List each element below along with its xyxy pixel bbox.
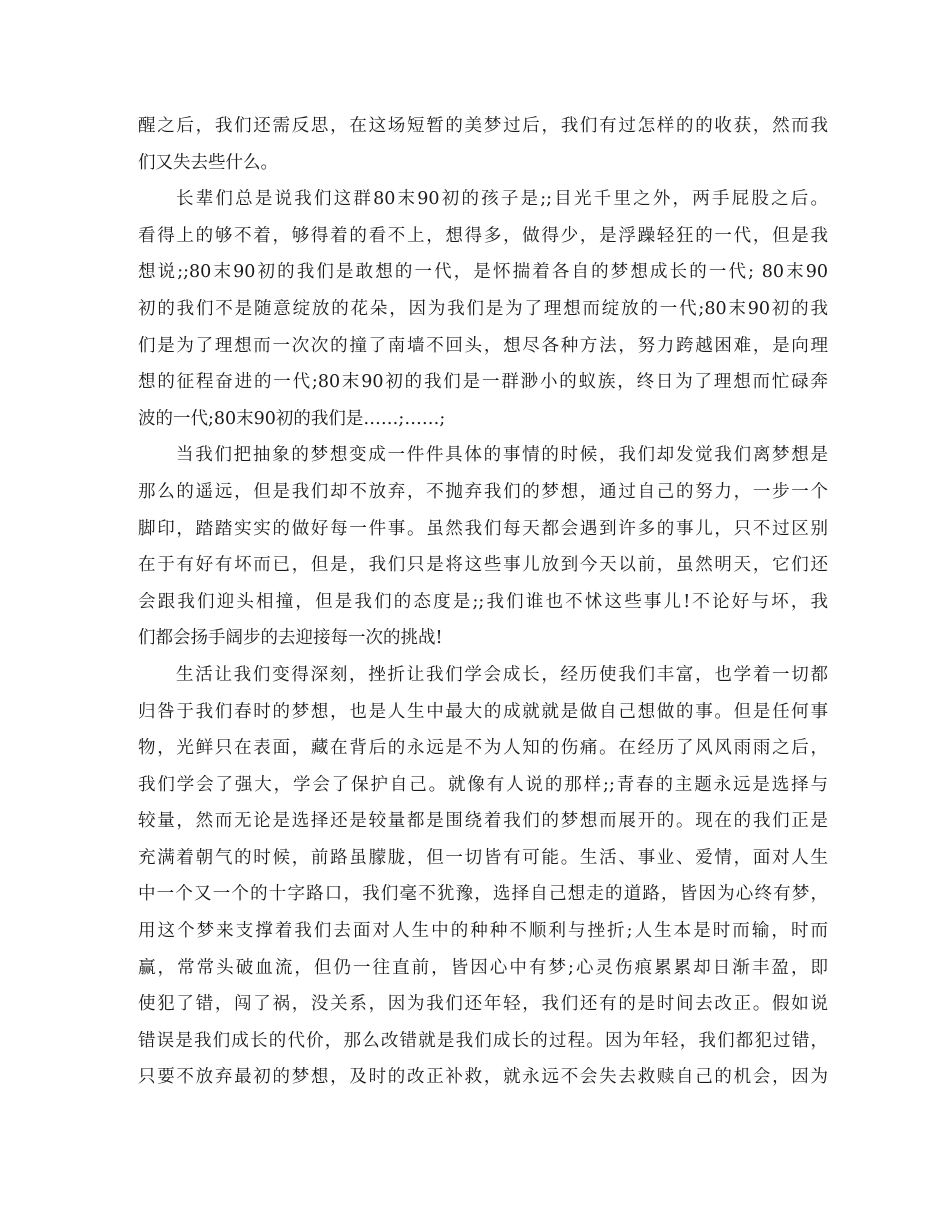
text-line: 充满着朝气的时候，前路虽朦胧，但一切皆有可能。生活、事业、爱情，面对人生 xyxy=(138,847,828,868)
text-line: 脚印，踏踏实实的做好每一件事。虽然我们每天都会遇到许多的事儿，只不过区别 xyxy=(138,518,828,539)
text-line: 们是为了理想而一次次的撞了南墙不回头，想尽各种方法，努力跨越困难，是向理 xyxy=(138,335,828,356)
text-line: 醒之后，我们还需反思，在这场短暂的美梦过后，我们有过怎样的的收获，然而我 xyxy=(138,116,828,136)
text-line: 生活让我们变得深刻，挫折让我们学会成长，经历使我们丰富，也学着一切都 xyxy=(176,664,828,685)
text-line: 想的征程奋进的一代;80末90初的我们是一群渺小的蚁族，终日为了理想而忙碌奔 xyxy=(138,372,828,393)
text-line: 们又失去些什么。 xyxy=(138,152,278,173)
text-line: 较量，然而无论是选择还是较量都是围绕着我们的梦想而展开的。现在的我们正是 xyxy=(138,811,828,832)
text-line: 在于有好有坏而已，但是，我们只是将这些事儿放到今天以前，虽然明天，它们还 xyxy=(138,555,828,576)
text-line: 会跟我们迎头相撞，但是我们的态度是;;我们谁也不怵这些事儿!不论好与坏，我 xyxy=(138,591,828,612)
text-line: 物，光鲜只在表面，藏在背后的永远是不为人知的伤痛。在经历了风风雨雨之后， xyxy=(138,738,828,759)
text-line: 错误是我们成长的代价，那么改错就是我们成长的过程。因为年轻，我们都犯过错， xyxy=(138,1030,828,1051)
text-line: 用这个梦来支撑着我们去面对人生中的种种不顺利与挫折;人生本是时而输，时而 xyxy=(138,921,828,942)
text-line: 们都会扬手阔步的去迎接每一次的挑战! xyxy=(138,628,443,649)
text-line: 使犯了错，闯了祸，没关系，因为我们还年轻，我们还有的是时间去改正。假如说 xyxy=(138,994,828,1015)
text-line: 想说;;80末90初的我们是敢想的一代，是怀揣着各自的梦想成长的一代; 80末90 xyxy=(138,262,828,283)
text-line: 长辈们总是说我们这群80末90初的孩子是;;目光千里之外，两手屁股之后。 xyxy=(176,189,828,210)
text-line: 赢，常常头破血流，但仍一往直前，皆因心中有梦;心灵伤痕累累却日渐丰盈，即 xyxy=(138,957,828,978)
text-line: 只要不放弃最初的梦想，及时的改正补救，就永远不会失去救赎自己的机会，因为 xyxy=(138,1067,828,1088)
body-text xyxy=(138,108,828,1096)
text-line: 那么的遥远，但是我们却不放弃，不抛弃我们的梦想，通过自己的努力，一步一个 xyxy=(138,481,828,502)
text-line: 看得上的够不着，够得着的看不上，想得多，做得少，是浮躁轻狂的一代，但是我 xyxy=(138,225,828,246)
text-line: 中一个又一个的十字路口，我们毫不犹豫，选择自己想走的道路，皆因为心终有梦， xyxy=(138,884,828,905)
text-line: 当我们把抽象的梦想变成一件件具体的事情的时候，我们却发觉我们离梦想是 xyxy=(176,445,828,466)
text-line: 波的一代;80末90初的我们是……;……; xyxy=(138,408,446,429)
text-line: 初的我们不是随意绽放的花朵，因为我们是为了理想而绽放的一代;80末90初的我 xyxy=(138,298,828,319)
text-line: 归咎于我们春时的梦想，也是人生中最大的成就就是做自己想做的事。但是任何事 xyxy=(138,701,828,722)
text-line: 我们学会了强大，学会了保护自己。就像有人说的那样;;青春的主题永远是选择与 xyxy=(138,774,828,795)
